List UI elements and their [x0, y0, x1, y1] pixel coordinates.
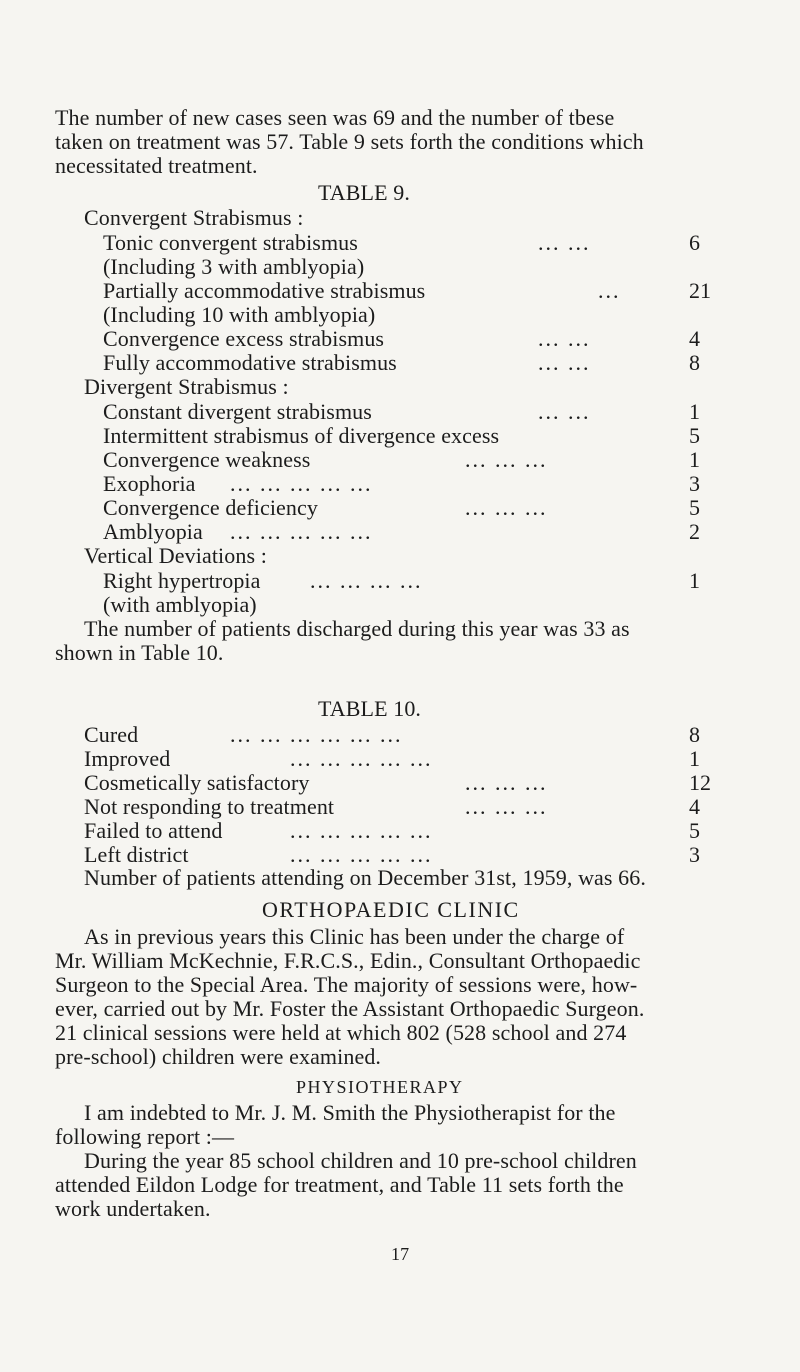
leader-dots: ... ... ... ... ...: [290, 818, 433, 843]
leader-dots: ... ... ...: [465, 770, 548, 795]
leader-dots: ... ...: [538, 350, 591, 375]
table10-row-label: Cosmetically satisfactory: [84, 770, 310, 795]
leader-dots: ... ...: [538, 326, 591, 351]
ortho-heading: ORTHOPAEDIC CLINIC: [262, 897, 520, 922]
ortho-line: pre-school) children were examined.: [55, 1044, 382, 1069]
ortho-line: 21 clinical sessions were held at which 802 (528 school and 274: [55, 1020, 627, 1045]
table9-row-value: 8: [689, 350, 700, 375]
table9-row-value: 5: [689, 423, 700, 448]
table9-group-heading: Divergent Strabismus :: [84, 374, 289, 399]
table9-row-label: Exophoria: [103, 471, 196, 496]
table10-title: TABLE 10.: [318, 696, 422, 721]
leader-dots: ... ... ... ... ... ...: [230, 722, 403, 747]
table10-row-value: 1: [689, 746, 700, 771]
table10-row-label: Cured: [84, 722, 139, 747]
table9-row-label: Intermittent strabismus of divergence excess: [103, 423, 500, 448]
table10-row-label: Improved: [84, 746, 171, 771]
ortho-line: As in previous years this Clinic has been under the charge of: [84, 924, 625, 949]
table10-row-label: Left district: [84, 842, 189, 867]
table10-row-value: 4: [689, 794, 700, 819]
patients-attending: Number of patients attending on December 31st, 1959, was 66.: [84, 865, 646, 890]
table9-row-note: (with amblyopia): [103, 592, 257, 617]
table9-row-value: 4: [689, 326, 700, 351]
ortho-line: ever, carried out by Mr. Foster the Assistant Orthopaedic Surgeon.: [55, 996, 645, 1021]
table9-row-value: 3: [689, 471, 700, 496]
intro-line-3: necessitated treatment.: [55, 153, 258, 178]
table9-row-label: Fully accommodative strabismus: [103, 350, 397, 375]
leader-dots: ... ... ... ... ...: [290, 842, 433, 867]
leader-dots: ... ...: [538, 399, 591, 424]
leader-dots: ... ... ... ... ...: [230, 471, 373, 496]
intro-line-2: taken on treatment was 57. Table 9 sets forth the conditions which: [55, 129, 644, 154]
table9-row-value: 21: [689, 278, 711, 303]
table9-row-value: 5: [689, 495, 700, 520]
table9-row-value: 2: [689, 519, 700, 544]
physio-line: following report :—: [55, 1124, 235, 1149]
table9-row-label: Convergence weakness: [103, 447, 311, 472]
table9-row-note: (Including 10 with amblyopia): [103, 302, 376, 327]
table9-row-note: (Including 3 with amblyopia): [103, 254, 365, 279]
physio-line: During the year 85 school children and 10 pre-school children: [84, 1148, 637, 1173]
table9-row-value: 1: [689, 447, 700, 472]
table9-row-label: Constant divergent strabismus: [103, 399, 372, 424]
leader-dots: ... ... ... ...: [310, 568, 423, 593]
leader-dots: ...: [598, 278, 621, 303]
discharged-line-1: The number of patients discharged during this year was 33 as: [84, 616, 630, 641]
physio-heading: PHYSIOTHERAPY: [296, 1077, 464, 1097]
table10-row-value: 3: [689, 842, 700, 867]
table9-row-label: Convergence excess strabismus: [103, 326, 385, 351]
table9-row-label: Tonic convergent strabismus: [103, 230, 358, 255]
table9-title: TABLE 9.: [318, 180, 410, 205]
table9-row-label: Right hypertropia: [103, 568, 261, 593]
leader-dots: ... ... ... ... ...: [230, 519, 373, 544]
table9-row-value: 6: [689, 230, 700, 255]
physio-line: attended Eildon Lodge for treatment, and Table 11 sets forth the: [55, 1172, 624, 1197]
leader-dots: ... ... ...: [465, 447, 548, 472]
table9-group-heading: Vertical Deviations :: [84, 543, 267, 568]
leader-dots: ... ... ...: [465, 495, 548, 520]
table9-row-label: Convergence deficiency: [103, 495, 318, 520]
table10-row-label: Failed to attend: [84, 818, 223, 843]
leader-dots: ... ... ...: [465, 794, 548, 819]
discharged-line-2: shown in Table 10.: [55, 640, 224, 665]
table10-row-value: 8: [689, 722, 700, 747]
table10-row-value: 5: [689, 818, 700, 843]
leader-dots: ... ... ... ... ...: [290, 746, 433, 771]
table9-row-label: Partially accommodative strabismus: [103, 278, 426, 303]
ortho-line: Mr. William McKechnie, F.R.C.S., Edin., Consultant Orthopaedic: [55, 948, 641, 973]
table9-row-value: 1: [689, 568, 700, 593]
intro-line-1: The number of new cases seen was 69 and the number of tbese: [55, 105, 615, 130]
physio-line: I am indebted to Mr. J. M. Smith the Physiotherapist for the: [84, 1100, 616, 1125]
table9-group-heading: Convergent Strabismus :: [84, 205, 304, 230]
leader-dots: ... ...: [538, 230, 591, 255]
table9-row-value: 1: [689, 399, 700, 424]
table9-row-label: Amblyopia: [103, 519, 203, 544]
ortho-line: Surgeon to the Special Area. The majority of sessions were, how-: [55, 972, 638, 997]
page-number: 17: [391, 1244, 410, 1264]
table10-row-label: Not responding to treatment: [84, 794, 335, 819]
physio-line: work undertaken.: [55, 1196, 211, 1221]
table10-row-value: 12: [689, 770, 711, 795]
